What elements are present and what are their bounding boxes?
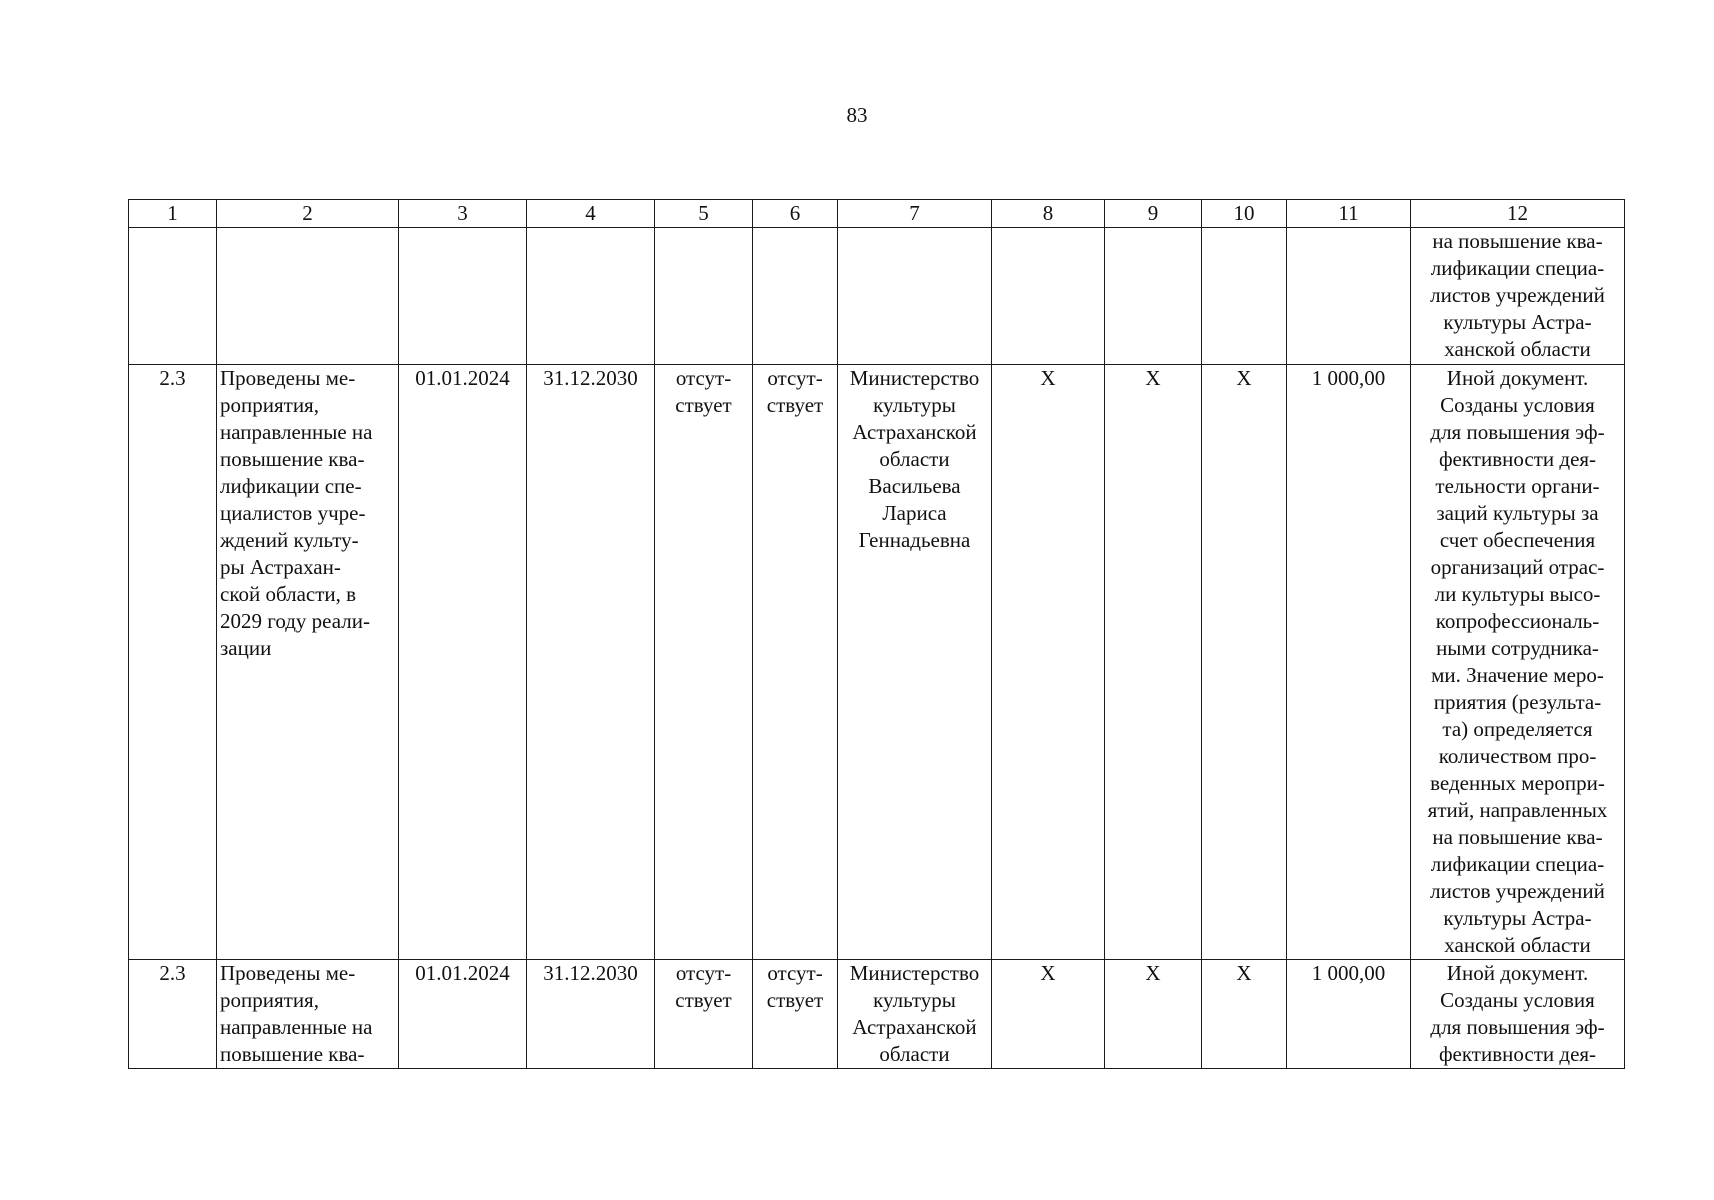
cell: [838, 228, 992, 365]
cell-text-line: 2029 году реали-: [220, 609, 370, 633]
cell: [1105, 228, 1202, 365]
cell-text-line: повышение ква-: [220, 447, 365, 471]
cell-text-line: ствует: [675, 988, 732, 1012]
cell-text-line: культуры Астра-: [1443, 310, 1592, 334]
cell-col8: X: [992, 960, 1105, 1069]
column-header: 12: [1411, 200, 1625, 228]
cell-text-line: та) определяется: [1442, 717, 1593, 741]
cell-text-line: Иной документ.: [1446, 961, 1589, 985]
cell: [992, 228, 1105, 365]
cell-text-line: Проведены ме-: [220, 366, 356, 390]
cell-text-line: лификации специа-: [1430, 852, 1605, 876]
table-row: [129, 365, 1625, 960]
cell-text-line: для повышения эф-: [1430, 420, 1605, 444]
cell-text-line: направленные на: [220, 420, 373, 444]
column-header: 6: [753, 200, 838, 228]
cell-text-line: тельности органи-: [1435, 474, 1600, 498]
cell: [527, 228, 655, 365]
cell: [399, 228, 527, 365]
cell-event-name: [217, 960, 399, 1069]
table-row: [129, 960, 1625, 1069]
cell-text-line: ствует: [675, 393, 732, 417]
cell-text-line: повышение ква-: [220, 1042, 365, 1066]
column-header: 4: [527, 200, 655, 228]
cell-col5: [655, 960, 753, 1069]
cell-text-line: ными сотрудника-: [1436, 636, 1599, 660]
cell-text-line: отсут-: [675, 961, 732, 985]
cell-text-line: фективности дея-: [1438, 447, 1597, 471]
cell-text-line: на повышение ква-: [1432, 229, 1603, 253]
cell-description: [1411, 228, 1625, 365]
cell-text-line: отсут-: [675, 366, 732, 390]
table-row-continued: [129, 228, 1625, 365]
cell-text-line: лификации спе-: [220, 474, 362, 498]
cell-text-line: ятий, направленных: [1427, 798, 1608, 822]
cell-text-line: фективности дея-: [1438, 1042, 1597, 1066]
cell-text-line: ждений культу-: [220, 528, 359, 552]
column-header: 3: [399, 200, 527, 228]
cell-text-line: Васильева: [868, 474, 961, 498]
cell-col6: [753, 365, 838, 960]
cell-amount: 1 000,00: [1287, 365, 1411, 960]
column-header: 2: [217, 200, 399, 228]
cell-col10: X: [1202, 365, 1287, 960]
cell-text-line: ской области, в: [220, 582, 357, 606]
cell-description: [1411, 365, 1625, 960]
cell: [655, 228, 753, 365]
cell-text-line: лификации специа-: [1430, 256, 1605, 280]
cell-text-line: организаций отрас-: [1430, 555, 1605, 579]
cell: [217, 228, 399, 365]
cell-text-line: зации: [220, 636, 272, 660]
cell-col6: [753, 960, 838, 1069]
column-header: 9: [1105, 200, 1202, 228]
cell-responsible: [838, 365, 992, 960]
cell-text-line: отсут-: [767, 366, 823, 390]
page-number: 83: [846, 103, 868, 127]
cell-text-line: циалистов учре-: [220, 501, 366, 525]
cell-col9: X: [1105, 960, 1202, 1069]
cell-text-line: области: [879, 447, 950, 471]
cell-text-line: культуры: [873, 988, 956, 1012]
cell-text-line: листов учреждений: [1430, 879, 1605, 903]
cell: [1202, 228, 1287, 365]
cell-col5: [655, 365, 753, 960]
cell-text-line: ры Астрахан-: [220, 555, 341, 579]
cell-text-line: Министерство: [849, 961, 980, 985]
cell-text-line: копрофессиональ-: [1435, 609, 1600, 633]
cell-text-line: ствует: [766, 393, 824, 417]
cell-end-date: 31.12.2030: [527, 960, 655, 1069]
cell-text-line: ли культуры высо-: [1434, 582, 1601, 606]
cell-text-line: заций культуры за: [1436, 501, 1599, 525]
cell-text-line: Министерство: [849, 366, 980, 390]
column-header: 7: [838, 200, 992, 228]
cell-text-line: Созданы условия: [1440, 393, 1595, 417]
cell-text-line: на повышение ква-: [1432, 825, 1603, 849]
cell-text-line: Созданы условия: [1440, 988, 1595, 1012]
cell-text-line: Астраханской: [852, 1015, 977, 1039]
cell-text-line: Геннадьевна: [858, 528, 971, 552]
cell-text-line: приятия (результа-: [1433, 690, 1602, 714]
column-header: 1: [129, 200, 217, 228]
cell-text-line: количеством про-: [1438, 744, 1597, 768]
cell-text-line: роприятия,: [220, 393, 319, 417]
cell-end-date: 31.12.2030: [527, 365, 655, 960]
cell-number: 2.3: [129, 365, 217, 960]
cell-responsible: [838, 960, 992, 1069]
column-header: 8: [992, 200, 1105, 228]
column-header: 11: [1287, 200, 1411, 228]
cell-text-line: веденных меропри-: [1430, 771, 1605, 795]
cell-start-date: 01.01.2024: [399, 365, 527, 960]
cell-text-line: ханской области: [1444, 337, 1591, 361]
cell-text-line: Астраханской: [852, 420, 977, 444]
column-header: 5: [655, 200, 753, 228]
cell-text-line: отсут-: [767, 961, 823, 985]
cell-text-line: направленные на: [220, 1015, 373, 1039]
cell-text-line: ханской области: [1444, 933, 1591, 957]
program-table: [128, 199, 1625, 1069]
cell-text-line: для повышения эф-: [1430, 1015, 1605, 1039]
column-header: 10: [1202, 200, 1287, 228]
cell-text-line: Лариса: [882, 501, 947, 525]
cell-text-line: счет обеспечения: [1439, 528, 1596, 552]
cell-number: 2.3: [129, 960, 217, 1069]
cell-start-date: 01.01.2024: [399, 960, 527, 1069]
cell-text-line: листов учреждений: [1430, 283, 1605, 307]
cell-description: [1411, 960, 1625, 1069]
cell-col10: X: [1202, 960, 1287, 1069]
cell-event-name: [217, 365, 399, 960]
header-row: [129, 200, 1625, 228]
cell-col9: X: [1105, 365, 1202, 960]
cell-text-line: Иной документ.: [1446, 366, 1589, 390]
cell-text-line: области: [879, 1042, 950, 1066]
cell-text-line: культуры: [873, 393, 956, 417]
cell: [753, 228, 838, 365]
cell-col8: X: [992, 365, 1105, 960]
cell-text-line: ствует: [766, 988, 824, 1012]
cell-text-line: Проведены ме-: [220, 961, 356, 985]
cell-text-line: роприятия,: [220, 988, 319, 1012]
cell-amount: 1 000,00: [1287, 960, 1411, 1069]
cell-text-line: ми. Значение меро-: [1431, 663, 1604, 687]
cell-text-line: культуры Астра-: [1443, 906, 1592, 930]
cell: [129, 228, 217, 365]
cell: [1287, 228, 1411, 365]
